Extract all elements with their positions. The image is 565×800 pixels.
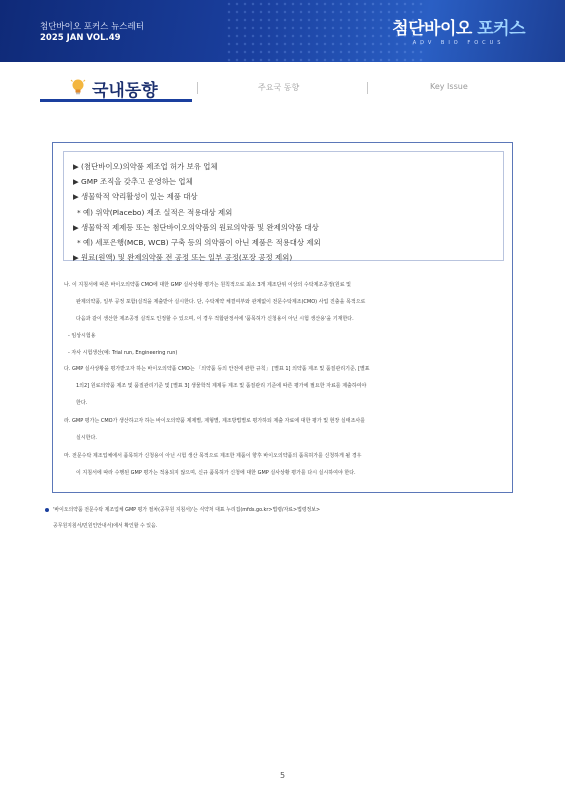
tab-domestic-label: 국내동향 [92,81,158,101]
paragraph-line: 한다. [76,400,88,406]
paragraph-line: 나. 이 지침서에 따른 바이오의약품 CMO에 대한 GMP 실사상황 평가는 원칙적으로 최소 3개 제조단위 이상의 수탁제조공정(원료 및 [64,282,351,288]
paragraph-ma [64,448,507,482]
paragraph-ra [64,413,507,447]
lightbulb-icon [70,78,86,96]
brand-sub: ADV BIO FOCUS [412,40,505,46]
issue-label: 2025 JAN VOL.49 [40,33,121,43]
brand-logo [392,14,525,46]
criteria-item: ▶ GMP 조직을 갖추고 운영하는 업체 [73,177,193,187]
paragraph-line: 다음과 같이 생산한 제조공정 실적도 인정할 수 있으며, 이 경우 적합판정서에 '품목허가 신청용이 아닌 시험 생산용'을 기재한다. [76,316,354,322]
tab-overseas[interactable]: 주요국 동향 [258,83,300,92]
note-line: 공무원지침서/민원인안내서)에서 확인할 수 있음. [53,523,158,529]
target-criteria-box [63,151,504,261]
paragraph-line: 마. 전문수탁 제조업체에서 품목허가 신청용이 아닌 시험 생산 목적으로 제조한 제품이 향후 바이오의약품의 품목허가를 신청하게 될 경우 [64,453,362,459]
paragraph-da [64,361,507,412]
newsletter-name: 첨단바이오 포커스 뉴스레터 [40,22,144,32]
paragraph-line: 라. GMP 평가는 CMO가 생산하고자 하는 바이오의약품 제제별, 제형별, 제조방법별로 평가하되 제출 자료에 대한 평가 및 현장 실태조사를 [64,418,366,424]
paragraph-line: 이 지침서에 따라 수행된 GMP 평가는 적용되지 않으며, 신규 품목허가 신청에 대한 GMP 실사상황 평가를 다시 실시하여야 한다. [76,470,356,476]
paragraph-line: 완제의약품, 일부 공정 포함)실적을 제출받아 실시한다. 단, 수탁계약 체결여부와 관계없이 전문수탁제조(CMO) 사업 진출을 목적으로 [76,299,366,305]
paragraph-line: 1의2] 원료의약품 제조 및 품질관리기준 및 [별표 3] 생물학적 제제등 제조 및 품질관리 기준에 따른 평가에 필요한 자료를 제출하여야 [76,383,367,389]
paragraph-na [64,277,507,362]
tab-divider [197,82,198,94]
note-line: '바이오의약품 전문수탁 제조업체 GMP 평가 절차(공무원 지침서)'는 식약처 대표 누리집(mfds.go.kr>법령/자료>법령정보> [53,507,321,513]
guideline-box [52,142,513,493]
brand-main: 첨단바이오 [392,19,472,39]
criteria-example: * 예) 위약(Placebo) 제조 실적은 적용대상 제외 [77,207,233,217]
criteria-item: ▶ (첨단바이오)의약품 제조업 허가 보유 업체 [73,162,218,171]
tab-key-issue[interactable]: Key Issue [430,82,468,91]
criteria-item: ▶ 생물학적 약리활성이 있는 제품 대상 [73,192,198,202]
paragraph-line: 다. GMP 실사상황을 평가받고자 하는 바이오의약품 CMO는 「의약품 등의 안전에 관한 규칙」 [별표 1] 의약품 제조 및 품질관리기준, [별표 [64,366,370,372]
criteria-item: ▶ 생물학적 제제등 또는 첨단바이오의약품의 원료의약품 및 완제의약품 대상 [73,222,319,232]
reference-note [45,502,525,534]
bullet-icon [45,508,49,512]
tab-divider [367,82,368,94]
page-number: 5 [279,771,286,780]
header-banner [0,0,565,62]
paragraph-line: - 자사 시험생산(예: Trial run, Engineering run) [68,350,178,356]
section-tabs [40,70,525,104]
criteria-item: ▶ 원료(원액) 및 완제의약품 전 공정 또는 일부 공정(포장 공정 제외) [73,253,293,263]
paragraph-line: 실시한다. [76,435,97,441]
paragraph-line: - 임상시험용 [68,333,96,339]
brand-accent: 포커스 [477,19,525,39]
criteria-example: * 예) 세포은행(MCB, WCB) 구축 등의 의약품이 아닌 제품은 적용대상 제외 [77,238,321,248]
tab-domestic[interactable] [40,72,192,102]
